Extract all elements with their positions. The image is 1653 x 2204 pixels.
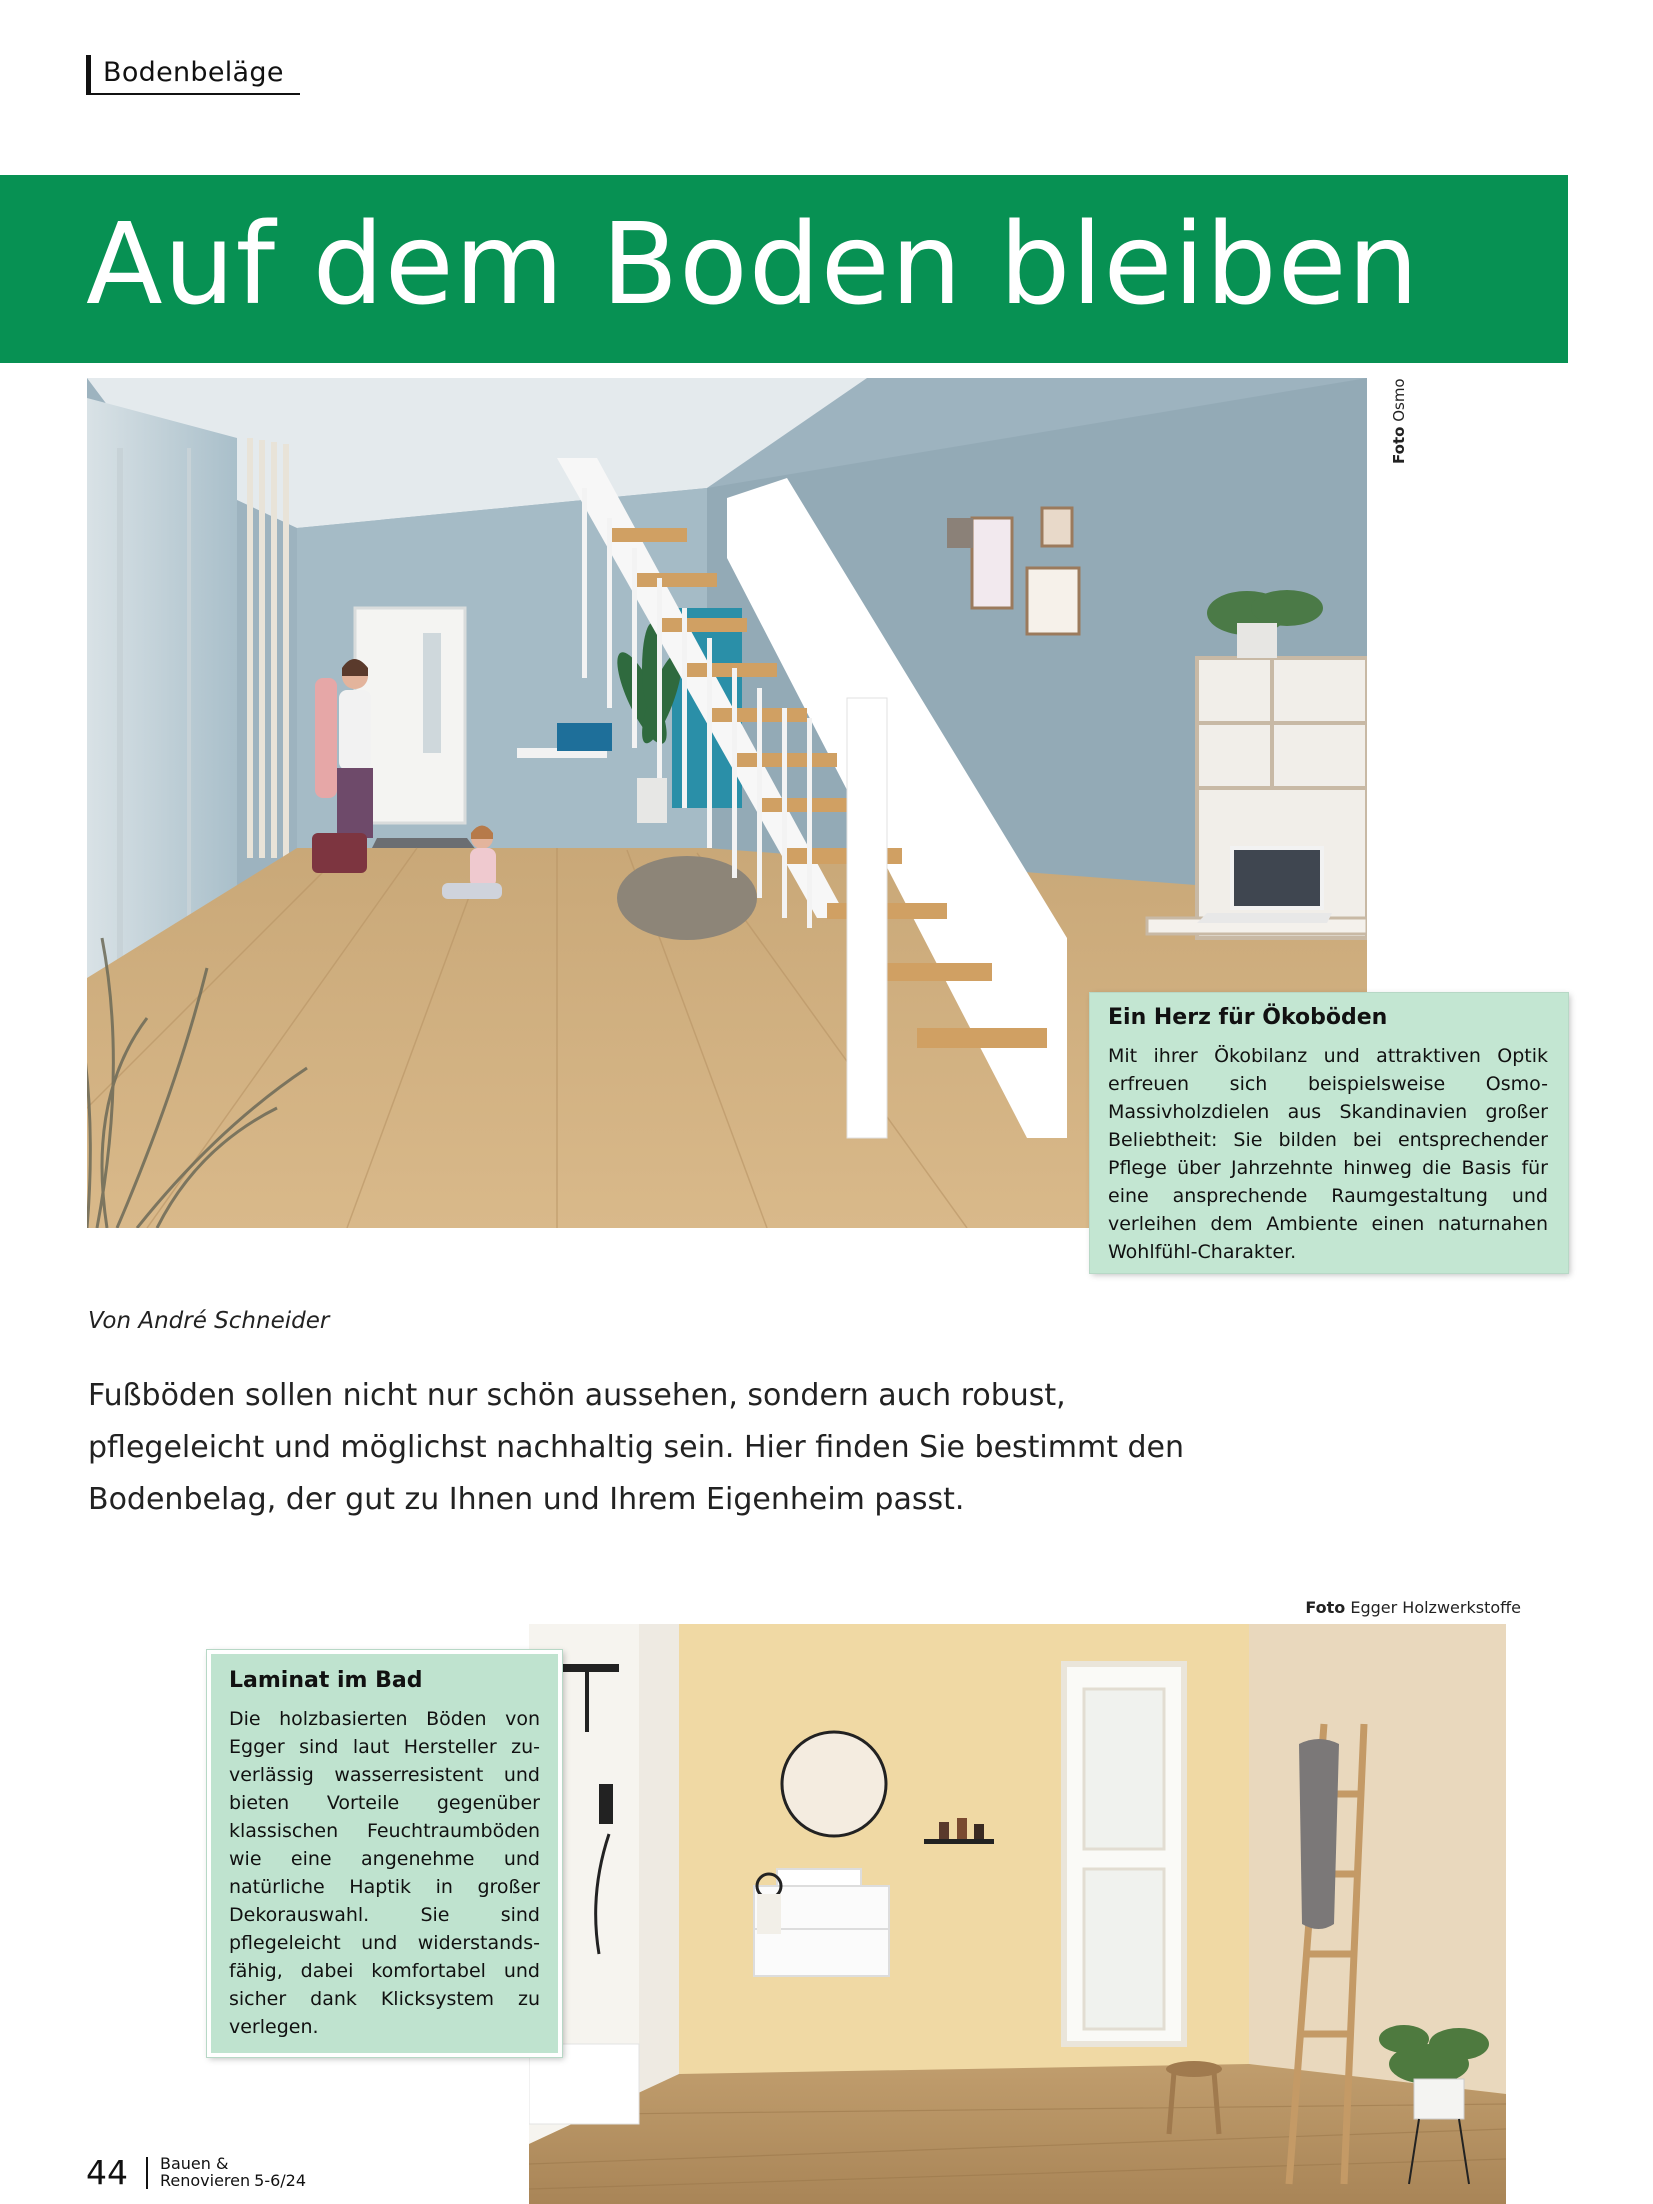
- magazine-name: [160, 2155, 306, 2189]
- lead-paragraph: Fußböden sollen nicht nur schön aussehen, sondern auch robust, pflegeleicht und möglichst nachhaltig sein. Hier finden Sie bestimmt den Bodenbelag, der gut zu Ihnen und Ihrem Eigenheim passt.: [88, 1378, 1185, 1517]
- magazine-name-line2: Renovieren: [160, 2171, 251, 2190]
- infobox-oekoboeden-heading: Ein Herz für Ökoböden: [1108, 1005, 1388, 1030]
- title-bar: [0, 175, 1568, 363]
- magazine-name-line1: Bauen &: [160, 2154, 229, 2173]
- photo2-credit-label: Foto: [1305, 1598, 1346, 1617]
- photo1-credit-label: Foto: [1390, 426, 1408, 464]
- byline: Von André Schneider: [88, 1308, 330, 1334]
- photo2-credit: [1305, 1598, 1521, 1617]
- footer-divider: [146, 2157, 148, 2189]
- section-label: Bodenbeläge: [103, 57, 284, 88]
- photo1-credit: [1370, 378, 1408, 468]
- photo1-credit-source: Osmo: [1390, 378, 1408, 422]
- infobox-oekoboeden: [1090, 993, 1568, 1273]
- infobox-oekoboeden-text: Mit ihrer Ökobilanz und attraktiven Optik erfreuen sich beispielsweise Osmo-Massivholzdielen aus Skandinavien großer Beliebtheit: Sie bilden bei entsprechender Pflege über Jahrzehnte hinweg die Basis für eine ansprechende Raumgestaltung und verleihen dem Ambiente einen naturnahen Wohlfühl-Charakter.: [1108, 1045, 1548, 1263]
- photo2-credit-source: Egger Holzwerkstoffe: [1350, 1598, 1521, 1617]
- infobox-laminat: [207, 1650, 562, 2057]
- bathroom-photo: [529, 1624, 1506, 2204]
- issue-number: 5-6/24: [254, 2171, 307, 2190]
- infobox-laminat-heading: Laminat im Bad: [229, 1668, 423, 1693]
- page-title: Auf dem Boden bleiben: [86, 200, 1420, 330]
- page-number: 44: [86, 2153, 128, 2192]
- bathroom-illustration: [529, 1624, 1506, 2204]
- section-tag: [86, 55, 300, 95]
- infobox-laminat-text: Die holzbasierten Böden von Egger sind laut Hersteller zuverlässig wasserresistent und bieten Vorteile gegenüber klassischen Feuchtraumböden wie eine angenehme und natürliche Haptik in großer Dekorauswahl. Sie sind pflegeleicht und widerstandsfähig, dabei komfortabel und sicher dank Klicksystem zu verlegen.: [229, 1708, 540, 2038]
